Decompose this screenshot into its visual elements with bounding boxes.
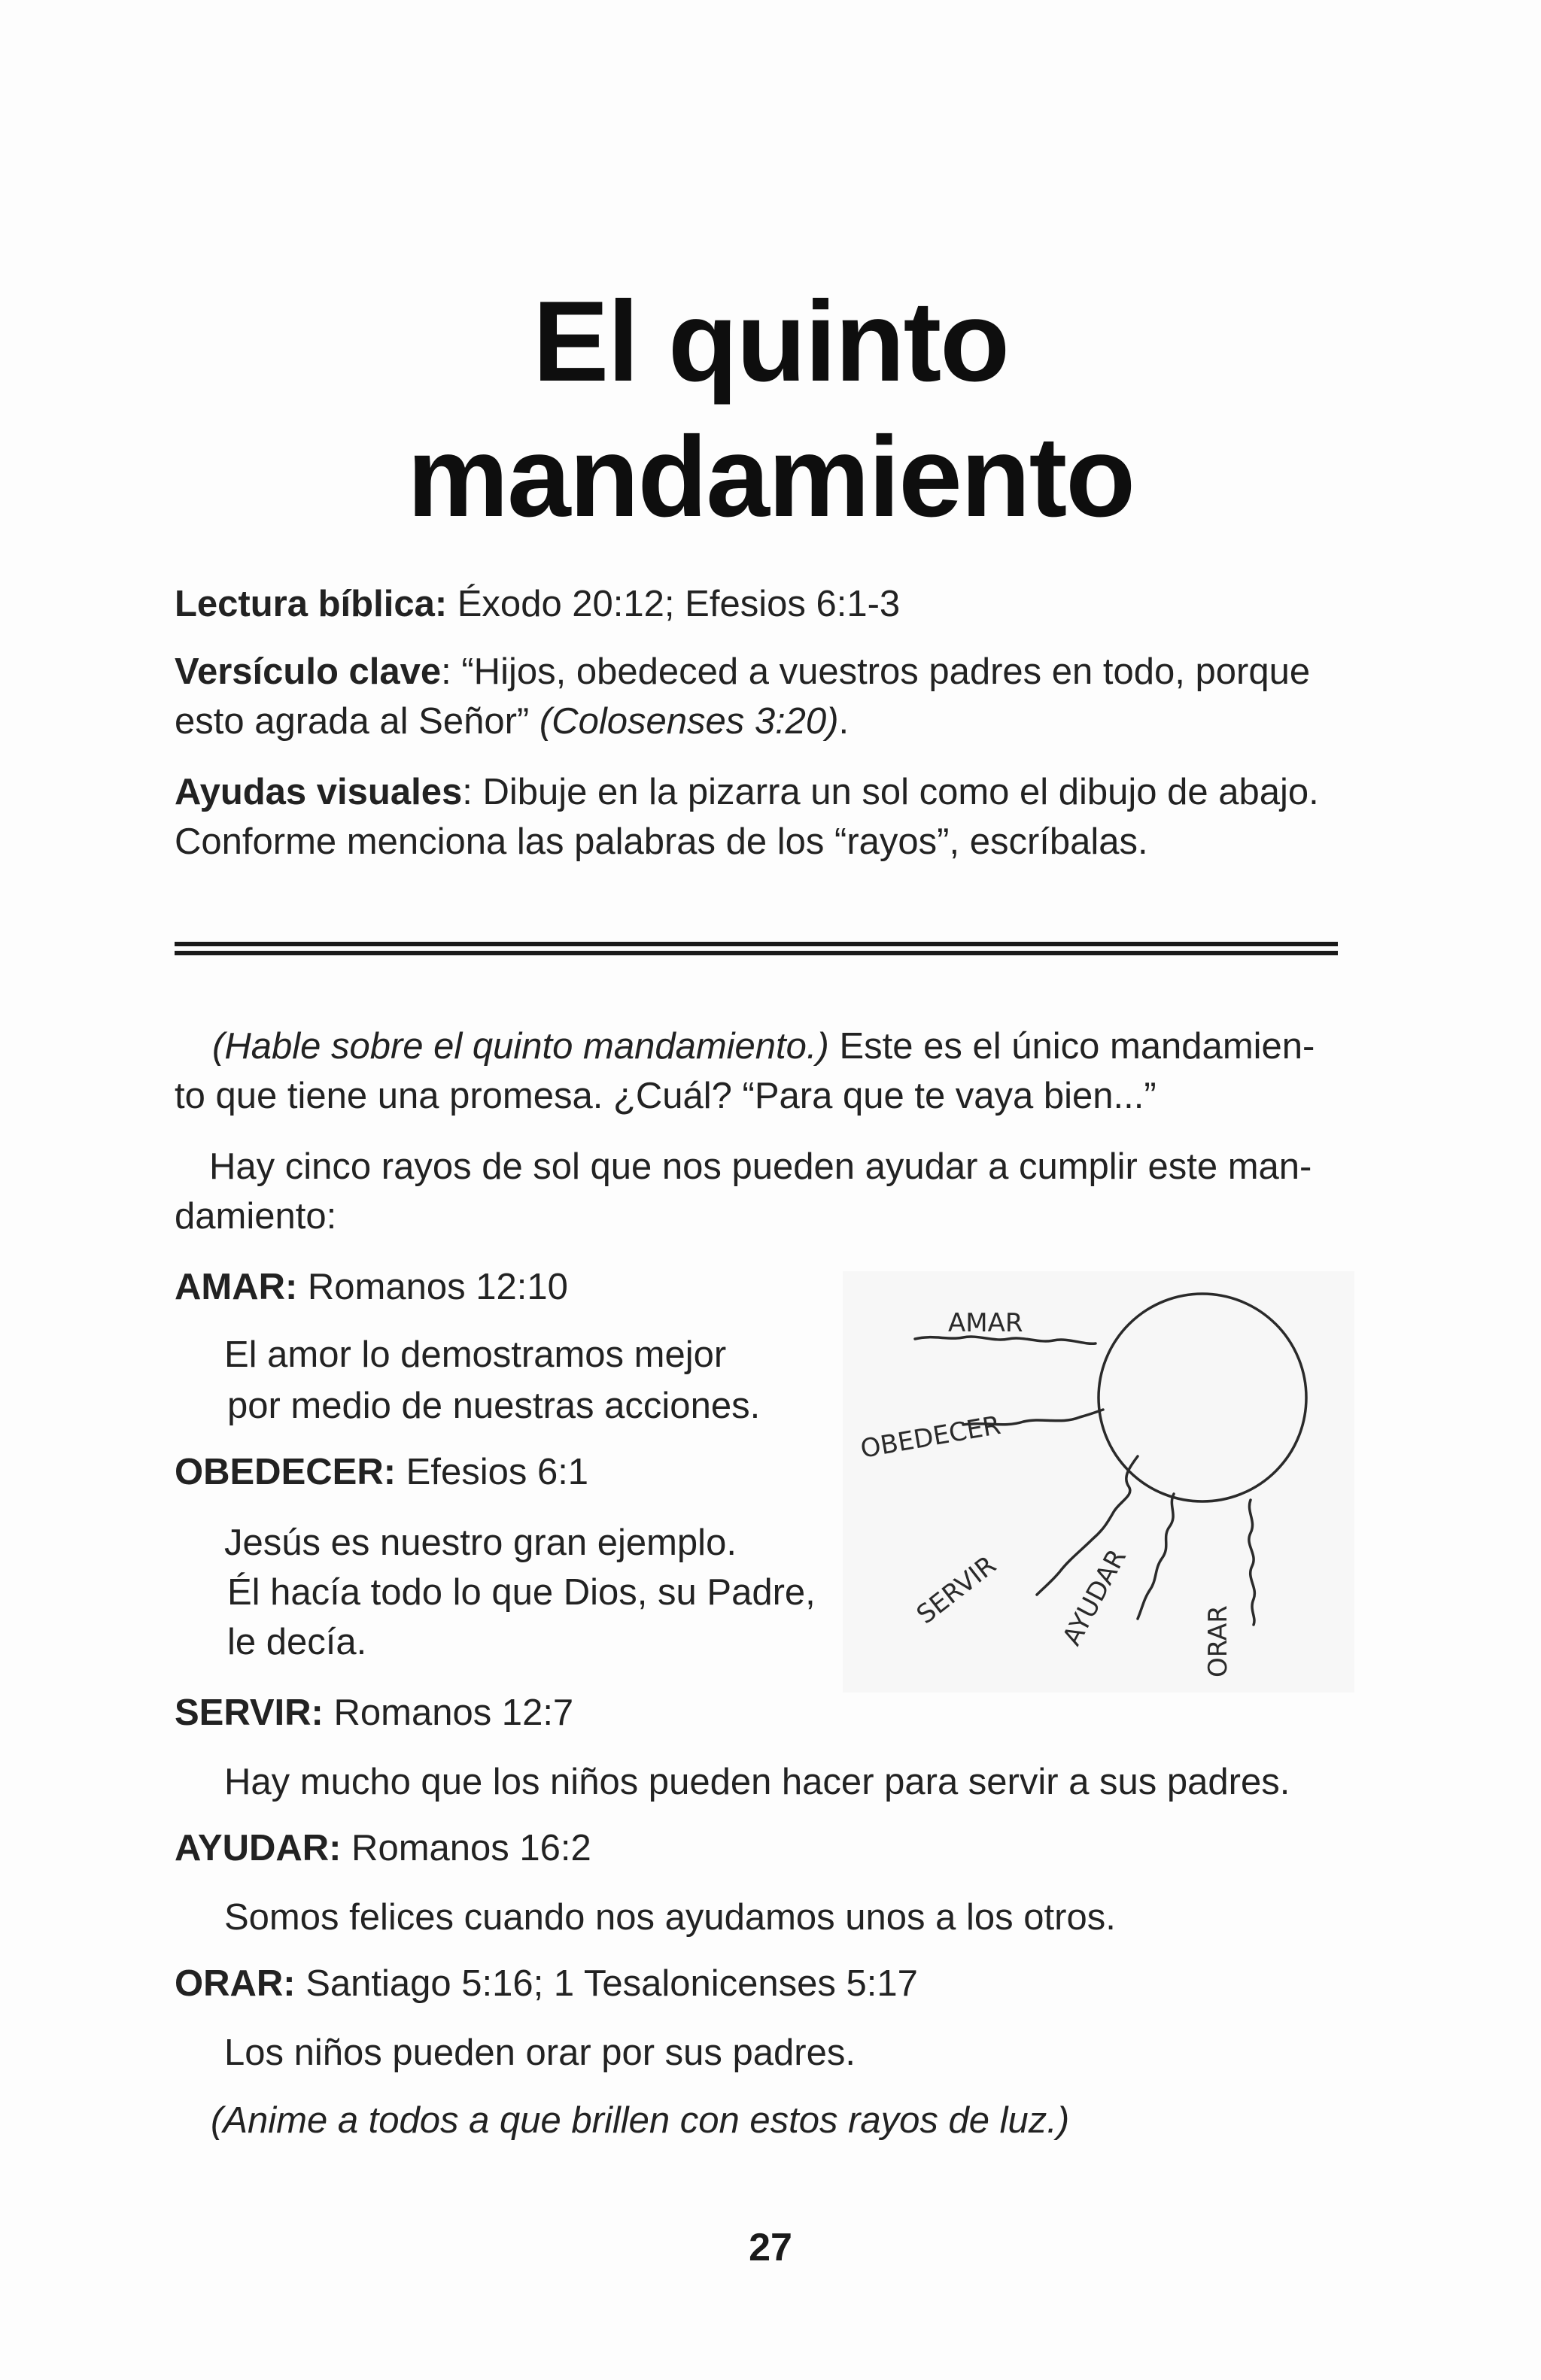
ray-desc-amar-2: por medio de nuestras acciones. bbox=[227, 1386, 761, 1426]
ayudas-label: Ayudas visuales bbox=[175, 772, 463, 812]
versiculo-text-1: : “Hijos, obedeced a vuestros padres en todo, porque bbox=[441, 651, 1311, 692]
ray-label-orar: ORAR: bbox=[175, 1963, 296, 2004]
lectura-label: Lectura bíblica: bbox=[175, 584, 448, 624]
drawing-background bbox=[843, 1271, 1354, 1692]
page-number: 27 bbox=[749, 2226, 792, 2269]
ray-desc-amar-1: El amor lo demostramos mejor bbox=[224, 1334, 727, 1375]
intro-text-1: Este es el único mandamien- bbox=[828, 1026, 1315, 1067]
lectura-text: Éxodo 20:12; Efesios 6:1-3 bbox=[447, 584, 901, 624]
divider-top bbox=[175, 942, 1338, 946]
ray-label-amar: AMAR: bbox=[175, 1267, 298, 1307]
divider-bottom bbox=[175, 951, 1338, 955]
lectura-line bbox=[175, 579, 900, 629]
ray-desc-obedecer-2: Él hacía todo lo que Dios, su Padre, bbox=[227, 1572, 816, 1613]
ray-label-ayudar: AYUDAR: bbox=[175, 1828, 342, 1868]
ray-ref-obedecer: Efesios 6:1 bbox=[396, 1452, 589, 1492]
versiculo-ref: (Colosenses 3:20) bbox=[539, 701, 839, 742]
ray-ref-ayudar: Romanos 16:2 bbox=[341, 1828, 591, 1868]
ray-desc-ayudar-1: Somos felices cuando nos ayudamos unos a los otros. bbox=[224, 1897, 1116, 1938]
versiculo-end: . bbox=[838, 701, 850, 742]
ray-ref-amar: Romanos 12:10 bbox=[297, 1267, 568, 1307]
ray-heading-amar bbox=[175, 1262, 568, 1312]
ray-heading-orar bbox=[175, 1959, 918, 2008]
intro-line-2: to que tiene una promesa. ¿Cuál? “Para que te vaya bien...” bbox=[175, 1076, 1157, 1116]
drawing-label-obedecer: OBEDECER bbox=[858, 1410, 1003, 1465]
ayudas-line-1 bbox=[175, 767, 1319, 817]
versiculo-line-2 bbox=[175, 697, 849, 746]
ray-desc-obedecer-3: le decía. bbox=[227, 1622, 367, 1662]
drawing-label-orar: ORAR bbox=[1203, 1605, 1233, 1677]
ray-label-servir: SERVIR: bbox=[175, 1692, 324, 1733]
versiculo-label: Versículo clave bbox=[175, 651, 442, 692]
ray-heading-ayudar bbox=[175, 1823, 591, 1873]
ayudas-line-2: Conforme menciona las palabras de los “rayos”, escríbalas. bbox=[175, 821, 1148, 862]
drawing-label-ayudar: AYUDAR bbox=[1056, 1544, 1133, 1651]
ayudas-text-1: : Dibuje en la pizarra un sol como el dibujo de abajo. bbox=[462, 772, 1319, 812]
title-line-1: El quinto bbox=[532, 278, 1009, 405]
intro-italic: (Hable sobre el quinto mandamiento.) bbox=[212, 1026, 829, 1067]
ray-desc-obedecer-1: Jesús es nuestro gran ejemplo. bbox=[224, 1522, 737, 1563]
ray-heading-servir bbox=[175, 1688, 573, 1738]
drawing-label-amar: AMAR bbox=[948, 1308, 1023, 1338]
ray-ref-servir: Romanos 12:7 bbox=[323, 1692, 574, 1733]
intro-p2-line-1: Hay cinco rayos de sol que nos pueden ayudar a cumplir este man- bbox=[209, 1146, 1312, 1187]
ray-desc-servir-1: Hay mucho que los niños pueden hacer para servir a sus padres. bbox=[224, 1762, 1290, 1802]
ray-ref-orar: Santiago 5:16; 1 Tesalonicenses 5:17 bbox=[295, 1963, 918, 2004]
drawing-label-servir: SERVIR bbox=[910, 1550, 1002, 1631]
intro-line-1 bbox=[212, 1022, 1315, 1071]
closing-note: (Anime a todos a que brillen con estos rayos de luz.) bbox=[211, 2100, 1070, 2141]
title-line-2: mandamiento bbox=[406, 413, 1135, 541]
ray-heading-obedecer bbox=[175, 1447, 588, 1497]
versiculo-line-1 bbox=[175, 647, 1310, 697]
versiculo-text-2: esto agrada al Señor” bbox=[175, 701, 540, 742]
ray-label-obedecer: OBEDECER: bbox=[175, 1452, 397, 1492]
intro-p2-line-2: damiento: bbox=[175, 1196, 337, 1237]
sun-drawing bbox=[843, 1271, 1354, 1692]
ray-desc-orar-1: Los niños pueden orar por sus padres. bbox=[224, 2032, 856, 2073]
